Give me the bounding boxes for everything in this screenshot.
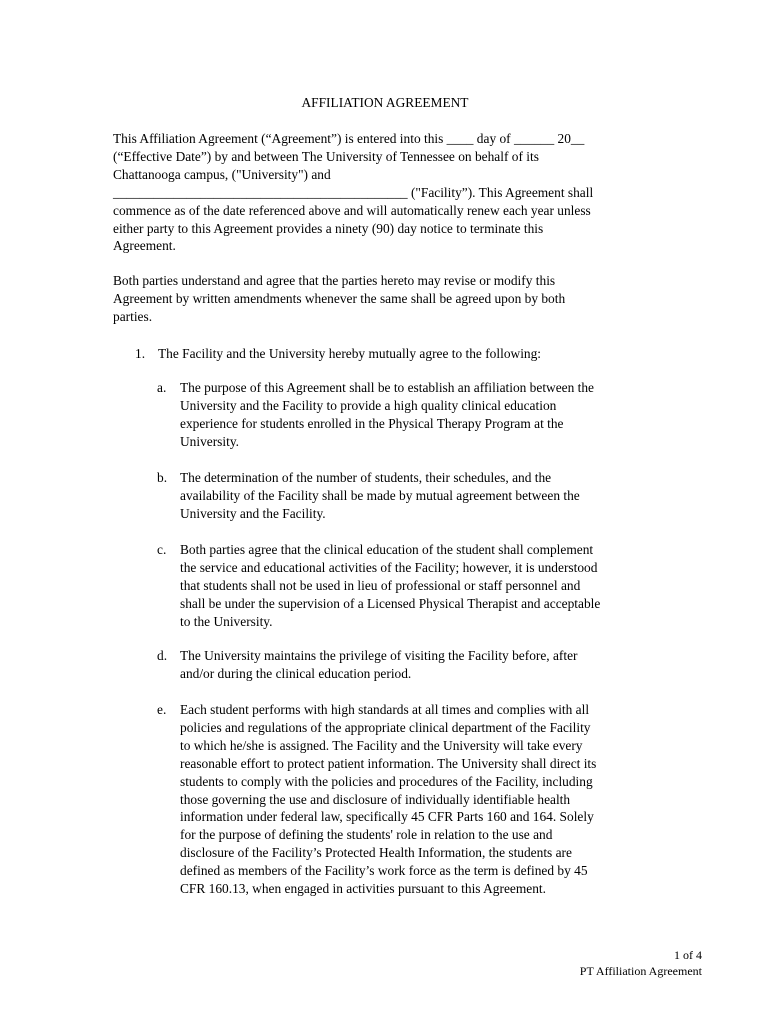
revise-line: Agreement by written amendments whenever the same shall be agreed upon by both — [113, 290, 566, 306]
intro-line: Chattanooga campus, ("University") and — [113, 166, 331, 182]
page-number: 1 of 4 — [674, 948, 702, 962]
sub-item-text — [180, 647, 652, 683]
sub-item-letter: e. — [157, 702, 167, 717]
sub-item-line: availability of the Facility shall be made by mutual agreement between the — [180, 487, 580, 503]
list-number: 1. — [135, 346, 146, 361]
sub-item-line: University. — [180, 433, 240, 449]
sub-item-line: CFR 160.13, when engaged in activities pursuant to this Agreement. — [180, 881, 546, 897]
list-text: The Facility and the University hereby mutually agree to the following: — [158, 346, 542, 361]
sub-item-text — [180, 469, 652, 523]
sub-item-line: to the University. — [180, 613, 273, 629]
intro-paragraph — [113, 130, 673, 255]
sub-item-text — [180, 701, 652, 898]
sub-item-line: disclosure of the Facility’s Protected Health Information, the students are — [180, 845, 572, 861]
sub-item-line: that students shall not be used in lieu of professional or staff personnel and — [180, 577, 581, 593]
sub-item-line: the service and educational activities of the Facility; however, it is understood — [180, 559, 598, 575]
sub-item-letter: c. — [157, 542, 167, 557]
sub-item-line: defined as members of the Facility’s work force as the term is defined by 45 — [180, 863, 588, 879]
sub-item-line: The purpose of this Agreement shall be to establish an affiliation between the — [180, 380, 595, 395]
sub-item-line: experience for students enrolled in the Physical Therapy Program at the — [180, 415, 564, 431]
sub-item-line: for the purpose of defining the students' role in relation to the use and — [180, 827, 553, 843]
sub-item-letter: b. — [157, 470, 168, 485]
sub-item-line: policies and regulations of the appropriate clinical department of the Facility — [180, 719, 591, 735]
intro-line: either party to this Agreement provides a ninety (90) day notice to terminate this — [113, 220, 544, 236]
sub-item-text — [180, 541, 652, 631]
intro-line: Agreement. — [113, 238, 176, 254]
intro-line: commence as of the date referenced above and will automatically renew each year unless — [113, 202, 591, 218]
sub-item-line: Each student performs with high standards at all times and complies with all — [180, 702, 590, 717]
sub-item-line: shall be under the supervision of a Licensed Physical Therapist and acceptable — [180, 595, 601, 611]
intro-line: This Affiliation Agreement (“Agreement”) is entered into this ____ day of ______ 20__ — [113, 131, 585, 146]
sub-item-line: The determination of the number of students, their schedules, and the — [180, 470, 552, 485]
sub-item-line: to which he/she is assigned. The Facility and the University will take every — [180, 737, 583, 753]
sub-item-letter: a. — [157, 380, 167, 395]
revise-line: Both parties understand and agree that the parties hereto may revise or modify this — [113, 273, 556, 288]
sub-item-line: University and the Facility. — [180, 505, 326, 521]
sub-item-line: Both parties agree that the clinical education of the student shall complement — [180, 542, 594, 557]
document-title: AFFILIATION AGREEMENT — [301, 95, 469, 110]
page-footer — [580, 947, 702, 979]
sub-item-line: The University maintains the privilege of visiting the Facility before, after — [180, 648, 578, 663]
intro-line: (“Effective Date”) by and between The University of Tennessee on behalf of its — [113, 148, 539, 164]
sub-item-letter: d. — [157, 648, 168, 663]
sub-item-text — [180, 379, 652, 451]
sub-item-line: reasonable effort to protect patient information. The University shall direct its — [180, 755, 597, 771]
footer-label: PT Affiliation Agreement — [579, 964, 702, 978]
revise-line: parties. — [113, 308, 153, 324]
sub-item-line: and/or during the clinical education period. — [180, 665, 412, 681]
sub-item-line: those governing the use and disclosure of individually identifiable health — [180, 791, 571, 807]
sub-item-line: University and the Facility to provide a high quality clinical education — [180, 397, 557, 413]
sub-item-line: students to comply with the policies and procedures of the Facility, including — [180, 773, 593, 789]
sub-item-line: information under federal law, specifically 45 CFR Parts 160 and 164. Solely — [180, 809, 594, 825]
revise-paragraph — [113, 272, 673, 326]
intro-line: ____________________________________________ ("Facility”). This Agreement shall — [113, 184, 594, 200]
